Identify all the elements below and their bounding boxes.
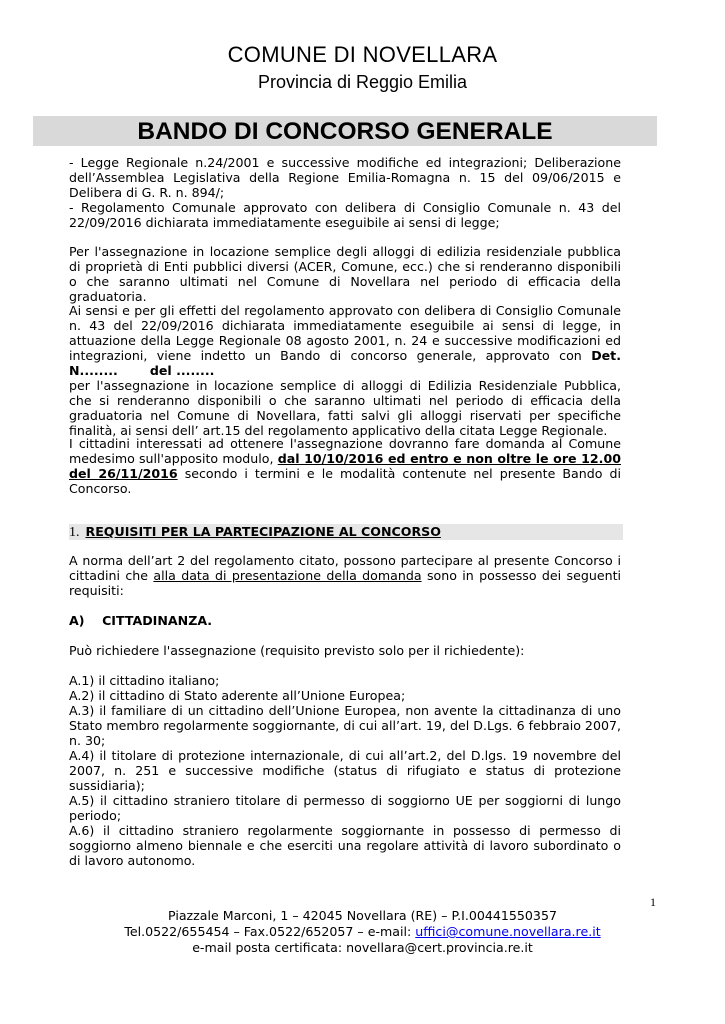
footer-phone-fax: Tel.0522/655454 – Fax.0522/652057 – e-mail: xyxy=(124,924,416,939)
legal-references xyxy=(69,155,621,230)
section-1-title: REQUISITI PER LA PARTECIPAZIONE AL CONCORSO xyxy=(85,524,441,539)
list-item: A.1) il cittadino italiano; xyxy=(69,673,220,688)
ai-sensi-paragraph xyxy=(69,303,621,438)
det-date: del ........ xyxy=(149,363,215,378)
ai-sensi-text: Ai sensi e per gli effetti del regolamento approvato con delibera di Consiglio Comunale n. 43 del 22/09/2016 dichiarata immediatamente eseguibile ai sensi di legge, in attuazione della Legge Regionale 08 agosto 2001, n. 24 e successive modificazioni ed integrazioni, viene indetto un Bando di concorso generale, approvato con xyxy=(69,303,621,363)
subsection-a-label: A) xyxy=(69,613,85,628)
footer-contacts xyxy=(0,924,725,940)
footer-address: Piazzale Marconi, 1 – 42045 Novellara (RE) – P.I.00441550357 xyxy=(168,908,557,923)
footer xyxy=(0,908,725,956)
cittadini-paragraph xyxy=(69,436,621,496)
email-link[interactable]: uffici@comune.novellara.re.it xyxy=(415,924,601,939)
subsection-a-title: CITTADINANZA. xyxy=(102,613,213,628)
list-item: A.2) il cittadino di Stato aderente all’Unione Europea; xyxy=(69,688,406,703)
province-name: Provincia di Reggio Emilia xyxy=(257,72,468,92)
det-number: Det. N........ xyxy=(69,348,621,378)
subsection-a-heading xyxy=(69,613,621,628)
subsection-a-lead xyxy=(69,643,621,658)
footer-pec: e-mail posta certificata: novellara@cert.provincia.re.it xyxy=(192,940,533,955)
page-number: 1 xyxy=(650,895,656,909)
list-item: A.3) il familiare di un cittadino dell’Unione Europea, non avente la cittadinanza di uno Stato membro regolarmente soggiornante, di cui all’art. 19, del D.Lgs. 6 febbraio 2007, n. 30; xyxy=(69,703,621,748)
section-1-text-start: A norma dell’art 2 del regolamento citato, possono partecipare al presente Concorso i cittadini che xyxy=(69,553,621,583)
section-1-text xyxy=(69,553,621,598)
intro-text: Per l'assegnazione in locazione semplice degli alloggi di edilizia residenziale pubblica di proprietà di Enti pubblici diversi (ACER, Comune, ecc.) che si renderanno disponibili o che saranno ultimati nel Comune di Novellara nel periodo di efficacia della graduatoria. xyxy=(69,244,621,304)
premessa-2: - Regolamento Comunale approvato con delibera di Consiglio Comunale n. 43 del 22/09/2016 dichiarata immediatamente eseguibile ai sensi di legge; xyxy=(69,200,621,230)
section-1-number: 1. xyxy=(69,525,80,540)
municipality-name: COMUNE DI NOVELLARA xyxy=(227,42,498,67)
document-title: BANDO DI CONCORSO GENERALE xyxy=(137,118,553,145)
submission-dates: dal 10/10/2016 ed entro e non oltre le ore 12.00 del 26/11/2016 xyxy=(69,451,621,481)
premessa-1: - Legge Regionale n.24/2001 e successive modifiche ed integrazioni; Deliberazione dell’Assemblea Legislativa della Regione Emilia-Romagna n. 15 del 09/06/2015 e Delibera di G. R. n. 894/; xyxy=(69,155,621,200)
section-1-heading xyxy=(69,524,441,541)
citizenship-list xyxy=(69,673,621,868)
list-item: A.6) il cittadino straniero regolarmente soggiornante in possesso di permesso di soggiorno almeno biennale e che eserciti una regolare attività di lavoro subordinato o di lavoro autonomo. xyxy=(69,823,621,868)
cittadini-text: I cittadini interessati ad ottenere l'assegnazione dovranno fare domanda al Comune medesimo sull'apposito modulo, xyxy=(69,436,621,466)
section-1-underlined: alla data di presentazione della domanda xyxy=(153,568,422,583)
section-1-text-end: sono in possesso dei seguenti requisiti: xyxy=(69,568,622,598)
list-item: A.4) il titolare di protezione internazionale, di cui all’art.2, del D.lgs. 19 novembre del 2007, n. 251 e successive modifiche (status di rifugiato e status di protezione sussidiaria); xyxy=(69,748,621,793)
intro-paragraph xyxy=(69,244,621,304)
cittadini-continuation: secondo i termini e le modalità contenute nel presente Bando di Concorso. xyxy=(69,466,622,496)
subsection-a-lead-text: Può richiedere l'assegnazione (requisito previsto solo per il richiedente): xyxy=(69,643,525,658)
list-item: A.5) il cittadino straniero titolare di permesso di soggiorno UE per soggiorni di lungo periodo; xyxy=(69,793,621,823)
ai-sensi-continuation: per l'assegnazione in locazione semplice di alloggi di Edilizia Residenziale Pubblica, che si renderanno disponibili o che saranno ultimati nel periodo di efficacia della graduatoria nel Comune di Novellara, fatti salvi gli alloggi riservati per specifiche finalità, ai sensi dell’ art.15 del regolamento applicativo della citata Legge Regionale. xyxy=(69,378,621,438)
